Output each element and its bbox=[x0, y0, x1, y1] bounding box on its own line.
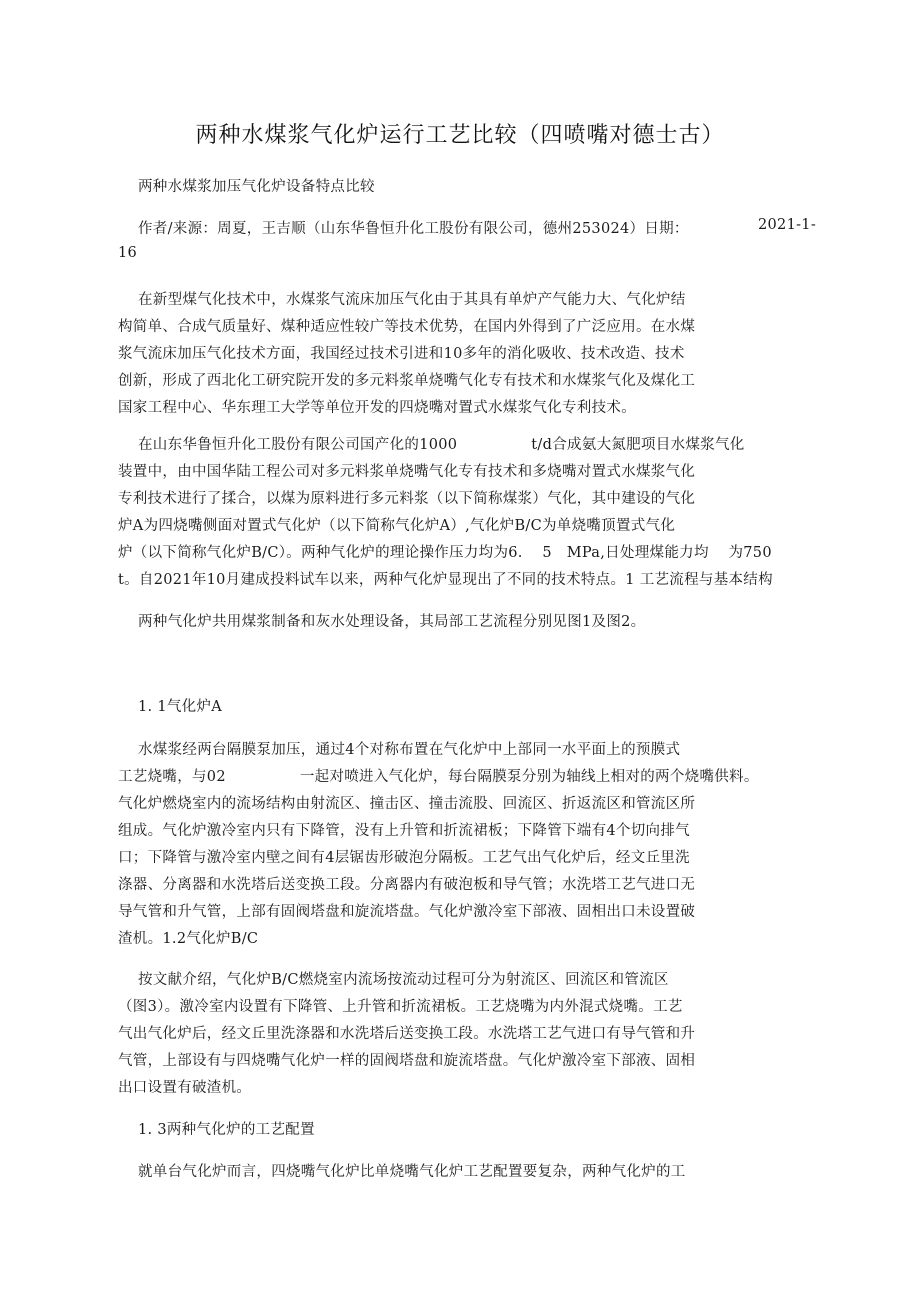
section-heading-1-3: 1. 3两种气化炉的工艺配置 bbox=[138, 1122, 315, 1138]
paragraph-4-line: 口；下降管与激冷室内壁之间有4层锯齿形破泡分隔板。工艺气出气化炉后，经文丘里洗 bbox=[118, 850, 690, 866]
paragraph-2-line: t。自2021年10月建成投料试车以来，两种气化炉显现出了不同的技术特点。1 工艺流程与基本结构 bbox=[118, 572, 773, 588]
paragraph-5-line: 气出气化炉后，经文丘里洗涤器和水洗塔后送变换工段。水洗塔工艺气进口有导气管和升 bbox=[118, 1026, 696, 1042]
paragraph-5-line: 气管，上部设有与四烧嘴气化炉一样的固阀塔盘和旋流塔盘。气化炉激冷室下部液、固相 bbox=[118, 1053, 696, 1069]
paragraph-2-line: 炉（以下简称气化炉B/C）。两种气化炉的理论操作压力均为6. 5 MPa,日处理煤能力均 为750 bbox=[118, 545, 772, 561]
paragraph-1-line: 创新，形成了西北化工研究院开发的多元料浆单烧嘴气化专有技术和水煤浆气化及煤化工 bbox=[118, 373, 696, 389]
paragraph-2-line: 装置中，由中国华陆工程公司对多元料浆单烧嘴气化专有技术和多烧嘴对置式水煤浆气化 bbox=[118, 464, 696, 480]
paragraph-4-line: 导气管和升气管，上部有固阀塔盘和旋流塔盘。气化炉激冷室下部液、固相出口未设置破 bbox=[118, 904, 696, 920]
paragraph-5-line: 出口设置有破渣机。 bbox=[118, 1080, 252, 1096]
section-heading-1-1: 1. 1气化炉A bbox=[138, 699, 223, 715]
document-subtitle: 两种水煤浆加压气化炉设备特点比较 bbox=[138, 179, 375, 195]
paragraph-4-line: 组成。气化炉激冷室内只有下降管，没有上升管和折流裙板；下降管下端有4个切向排气 bbox=[118, 823, 690, 839]
paragraph-5-line: 按文献介绍，气化炉B/C燃烧室内流场按流动过程可分为射流区、回流区和管流区 bbox=[138, 972, 669, 988]
paragraph-4-line: 气化炉燃烧室内的流场结构由射流区、撞击区、撞击流股、回流区、折返流区和管流区所 bbox=[118, 796, 696, 812]
paragraph-1-line: 在新型煤气化技术中，水煤浆气流床加压气化由于其具有单炉产气能力大、气化炉结 bbox=[138, 292, 686, 308]
date-part2: 16 bbox=[118, 245, 138, 261]
paragraph-2-line: 在山东华鲁恒升化工股份有限公司国产化的1000 t/d合成氨大氮肥项目水煤浆气化 bbox=[138, 437, 745, 453]
paragraph-6-line: 就单台气化炉而言，四烧嘴气化炉比单烧嘴气化炉工艺配置要复杂，两种气化炉的工 bbox=[138, 1164, 686, 1180]
paragraph-4-line: 工艺烧嘴，与02 一起对喷进入气化炉，每台隔膜泵分别为轴线上相对的两个烧嘴供料。 bbox=[118, 769, 759, 785]
paragraph-1-line: 构简单、合成气质量好、煤种适应性较广等技术优势，在国内外得到了广泛应用。在水煤 bbox=[118, 319, 696, 335]
paragraph-1-line: 浆气流床加压气化技术方面，我国经过技术引进和10多年的消化吸收、技术改造、技术 bbox=[118, 346, 685, 362]
paragraph-4-line: 水煤浆经两台隔膜泵加压，通过4个对称布置在气化炉中上部同一水平面上的预膜式 bbox=[138, 742, 681, 758]
paragraph-3-line: 两种气化炉共用煤浆制备和灰水处理设备，其局部工艺流程分别见图1及图2。 bbox=[138, 614, 646, 630]
paragraph-5-line: （图3）。激冷室内设置有下降管、上升管和折流裙板。工艺烧嘴为内外混式烧嘴。工艺 bbox=[118, 999, 683, 1015]
paragraph-4-line: 涤器、分离器和水洗塔后送变换工段。分离器内有破泡板和导气管；水洗塔工艺气进口无 bbox=[118, 877, 696, 893]
byline: 作者/来源：周夏，王吉顺（山东华鲁恒升化工股份有限公司，德州253024）日期： bbox=[138, 221, 689, 237]
date-part1: 2021-1- bbox=[758, 217, 817, 233]
paragraph-2-line: 炉A为四烧嘴侧面对置式气化炉（以下简称气化炉A）,气化炉B/C为单烧嘴顶置式气化 bbox=[118, 518, 676, 534]
paragraph-1-line: 国家工程中心、华东理工大学等单位开发的四烧嘴对置式水煤浆气化专利技术。 bbox=[118, 400, 636, 416]
paragraph-2-line: 专利技术进行了揉合，以煤为原料进行多元料浆（以下简称煤浆）气化，其中建设的气化 bbox=[118, 491, 696, 507]
document-title: 两种水煤浆气化炉运行工艺比较（四喷嘴对德士古） bbox=[195, 123, 725, 148]
paragraph-4-line: 渣机。1.2气化炉B/C bbox=[118, 931, 259, 947]
